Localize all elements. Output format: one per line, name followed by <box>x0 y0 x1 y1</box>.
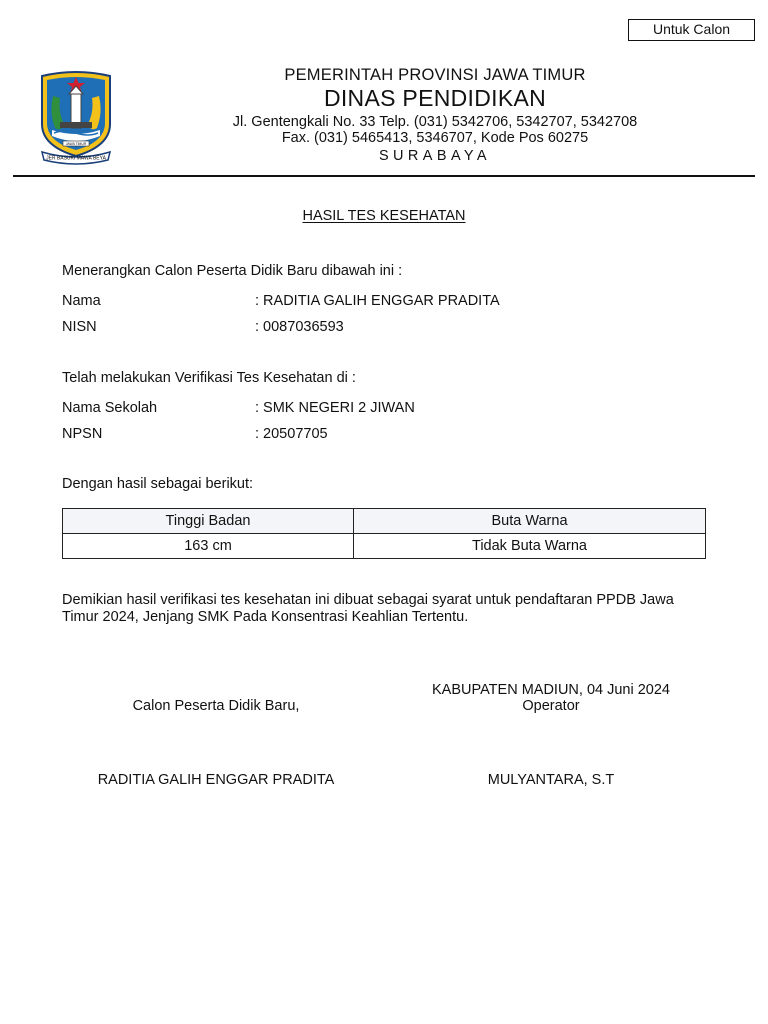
signature-place-date: KABUPATEN MADIUN, 04 Juni 2024 <box>432 682 670 698</box>
school-name-value: : SMK NEGERI 2 JIWAN <box>255 400 415 416</box>
header-color-blindness: Buta Warna <box>354 509 706 534</box>
school-npsn-value: : 20507705 <box>255 426 328 442</box>
seal-top-text: JAWA TIMUR <box>65 142 87 146</box>
cell-height-value: 163 cm <box>63 534 354 559</box>
signature-left-role: Calon Peserta Didik Baru, <box>132 698 300 714</box>
east-java-seal-logo <box>36 66 116 166</box>
intro-text: Menerangkan Calon Peserta Didik Baru dibawah ini : <box>62 263 403 279</box>
document-title-text: HASIL TES KESEHATAN <box>302 208 466 224</box>
letterhead-agency: DINAS PENDIDIKAN <box>323 85 547 111</box>
cell-color-blindness-value: Tidak Buta Warna <box>354 534 706 559</box>
school-name-label: Nama Sekolah <box>62 400 158 416</box>
school-npsn-label: NPSN <box>62 426 103 442</box>
student-nisn-value: : 0087036593 <box>255 319 344 335</box>
seal-motto-text: JER BASUKI MAWA BEYA <box>46 155 106 162</box>
letterhead-city: SURABAYA <box>378 148 492 164</box>
header-height: Tinggi Badan <box>63 509 354 534</box>
student-name-value: : RADITIA GALIH ENGGAR PRADITA <box>255 293 500 309</box>
student-name-label: Nama <box>62 293 101 309</box>
copy-label-box: Untuk Calon <box>628 19 755 41</box>
letterhead-divider <box>13 175 755 177</box>
letterhead-fax: Fax. (031) 5465413, 5346707, Kode Pos 60275 <box>281 130 589 146</box>
verification-intro-text: Telah melakukan Verifikasi Tes Kesehatan di : <box>62 370 356 386</box>
table-header-row <box>63 509 706 534</box>
signature-right-name: MULYANTARA, S.T <box>487 772 615 788</box>
student-nisn-label: NISN <box>62 319 97 335</box>
closing-statement: Demikian hasil verifikasi tes kesehatan ini dibuat sebagai syarat untuk pendaftaran PPDB Jawa Timur 2024, Jenjang SMK Pada Konsentrasi Keahlian Tertentu. <box>62 592 674 625</box>
signature-right-role: Operator <box>522 698 580 714</box>
results-intro-text: Dengan hasil sebagai berikut: <box>62 476 254 492</box>
health-results-table <box>62 508 706 559</box>
signature-left-name: RADITIA GALIH ENGGAR PRADITA <box>97 772 335 788</box>
letterhead-government: PEMERINTAH PROVINSI JAWA TIMUR <box>284 66 586 84</box>
document-title <box>0 208 768 224</box>
letterhead-address: Jl. Gentengkali No. 33 Telp. (031) 5342706, 5342707, 5342708 <box>232 114 638 130</box>
table-row <box>63 534 706 559</box>
